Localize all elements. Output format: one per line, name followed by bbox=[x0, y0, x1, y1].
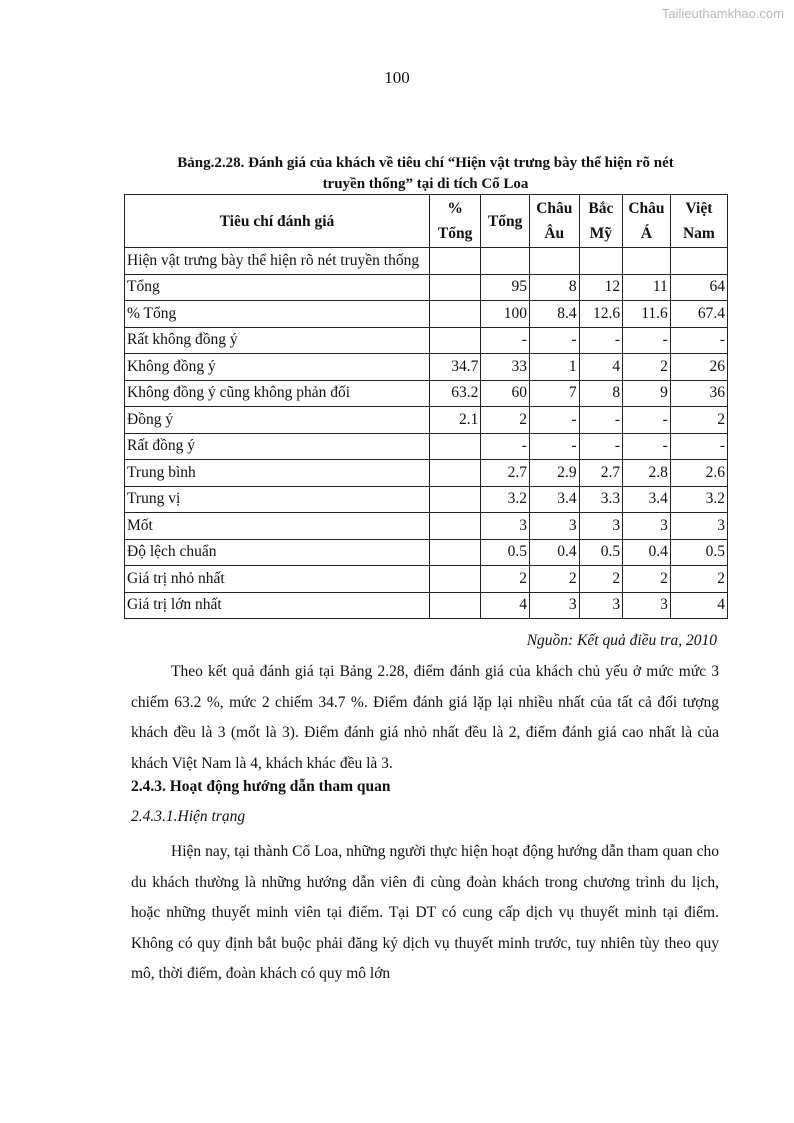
cell-viet-nam: 36 bbox=[670, 380, 727, 407]
cell-pct-total: 34.7 bbox=[429, 354, 480, 381]
cell-chau-a: 3.4 bbox=[623, 486, 671, 513]
cell-chau-a: 2 bbox=[623, 354, 671, 381]
cell-total: 0.5 bbox=[481, 539, 530, 566]
cell-chau-au bbox=[529, 248, 579, 275]
cell-total: 3 bbox=[481, 513, 530, 540]
cell-chau-au: - bbox=[529, 433, 579, 460]
evaluation-table bbox=[124, 194, 728, 619]
row-label: Rất đồng ý bbox=[125, 433, 430, 460]
cell-chau-a: 0.4 bbox=[623, 539, 671, 566]
table-row bbox=[125, 327, 728, 354]
cell-bac-my: - bbox=[579, 407, 623, 434]
cell-chau-au: 3 bbox=[529, 513, 579, 540]
row-label: Mốt bbox=[125, 513, 430, 540]
header-pct-total-line1: % bbox=[447, 200, 463, 217]
page-number: 100 bbox=[384, 68, 410, 87]
cell-pct-total bbox=[429, 301, 480, 328]
table-row bbox=[125, 407, 728, 434]
table-row bbox=[125, 460, 728, 487]
cell-total: 4 bbox=[481, 592, 530, 619]
header-pct-total-line2: Tổng bbox=[437, 225, 473, 242]
cell-chau-a: 2 bbox=[623, 566, 671, 593]
row-label: Giá trị nhỏ nhất bbox=[125, 566, 430, 593]
cell-total: 2 bbox=[481, 566, 530, 593]
analysis-paragraph: Theo kết quả đánh giá tại Bảng 2.28, điểm đánh giá của khách chủ yếu ở mức mức 3 chiếm 63.2 %, mức 2 chiếm 34.7 %. Điểm đánh giá lặp lại nhiều nhất của tất cả đối tượng khách đều là 3 (mốt là 3). Điểm đánh giá nhỏ nhất đều là 2, điểm đánh giá cao nhất là của khách Việt Nam là 4, khách khác đều là 3. bbox=[131, 663, 719, 772]
cell-bac-my bbox=[579, 248, 623, 275]
cell-viet-nam: 67.4 bbox=[670, 301, 727, 328]
table-row bbox=[125, 248, 728, 275]
cell-viet-nam: - bbox=[670, 327, 727, 354]
header-viet-nam-line1: Việt bbox=[685, 200, 713, 217]
header-bac-my-line2: Mỹ bbox=[589, 225, 613, 242]
table-caption bbox=[124, 153, 727, 195]
cell-chau-a: 9 bbox=[623, 380, 671, 407]
header-bac-my-line1: Bắc bbox=[588, 200, 614, 217]
cell-viet-nam: 26 bbox=[670, 354, 727, 381]
cell-chau-au: 2 bbox=[529, 566, 579, 593]
cell-total: - bbox=[481, 433, 530, 460]
subsection-heading: 2.4.3.1.Hiện trạng bbox=[131, 808, 246, 825]
table-row bbox=[125, 301, 728, 328]
row-label: Giá trị lớn nhất bbox=[125, 592, 430, 619]
cell-chau-au: 0.4 bbox=[529, 539, 579, 566]
cell-chau-au: 8 bbox=[529, 274, 579, 301]
header-chau-au-line2: Âu bbox=[544, 225, 565, 242]
cell-total: 33 bbox=[481, 354, 530, 381]
cell-bac-my: 8 bbox=[579, 380, 623, 407]
header-chau-a bbox=[623, 195, 671, 248]
cell-chau-a bbox=[623, 248, 671, 275]
body-paragraph: Hiện nay, tại thành Cổ Loa, những người thực hiện hoạt động hướng dẫn tham quan cho du khách thường là những hướng dẫn viên đi cùng đoàn khách trong chương trình du lịch, hoặc những thuyết minh viên tại điểm. Tại DT có cung cấp dịch vụ thuyết minh tại điểm. Không có quy định bắt buộc phải đăng ký dịch vụ thuyết minh trước, tuy nhiên tùy theo quy mô, thời điểm, đoàn khách có quy mô lớn bbox=[131, 843, 719, 982]
cell-viet-nam: 64 bbox=[670, 274, 727, 301]
header-viet-nam bbox=[670, 195, 727, 248]
cell-total: 2.7 bbox=[481, 460, 530, 487]
cell-chau-a: 3 bbox=[623, 592, 671, 619]
cell-bac-my: 12.6 bbox=[579, 301, 623, 328]
cell-chau-a: 2.8 bbox=[623, 460, 671, 487]
cell-pct-total bbox=[429, 274, 480, 301]
table-header bbox=[125, 195, 728, 248]
table-row bbox=[125, 486, 728, 513]
cell-pct-total bbox=[429, 486, 480, 513]
cell-viet-nam: 2 bbox=[670, 566, 727, 593]
cell-chau-au: 8.4 bbox=[529, 301, 579, 328]
cell-pct-total bbox=[429, 592, 480, 619]
cell-viet-nam: 2.6 bbox=[670, 460, 727, 487]
table-row bbox=[125, 274, 728, 301]
row-label: Đồng ý bbox=[125, 407, 430, 434]
table-row bbox=[125, 592, 728, 619]
table-caption-line1: Bảng.2.28. Đánh giá của khách về tiêu chí “Hiện vật trưng bày thể hiện rõ nét bbox=[177, 155, 674, 171]
header-bac-my bbox=[579, 195, 623, 248]
cell-total: 95 bbox=[481, 274, 530, 301]
table-row bbox=[125, 513, 728, 540]
cell-total bbox=[481, 248, 530, 275]
cell-pct-total bbox=[429, 460, 480, 487]
cell-total: 100 bbox=[481, 301, 530, 328]
cell-bac-my: - bbox=[579, 433, 623, 460]
table-caption-line2: truyền thống” tại di tích Cổ Loa bbox=[322, 176, 529, 192]
cell-bac-my: 2.7 bbox=[579, 460, 623, 487]
header-chau-au bbox=[529, 195, 579, 248]
cell-bac-my: 3 bbox=[579, 513, 623, 540]
cell-total: 60 bbox=[481, 380, 530, 407]
cell-viet-nam: 4 bbox=[670, 592, 727, 619]
cell-chau-au: - bbox=[529, 407, 579, 434]
table-row bbox=[125, 354, 728, 381]
cell-chau-au: 7 bbox=[529, 380, 579, 407]
cell-chau-au: 3.4 bbox=[529, 486, 579, 513]
cell-viet-nam: 3.2 bbox=[670, 486, 727, 513]
cell-viet-nam: 0.5 bbox=[670, 539, 727, 566]
cell-chau-a: - bbox=[623, 433, 671, 460]
cell-bac-my: 12 bbox=[579, 274, 623, 301]
cell-total: 2 bbox=[481, 407, 530, 434]
row-label: % Tổng bbox=[125, 301, 430, 328]
cell-chau-a: - bbox=[623, 327, 671, 354]
row-label: Độ lệch chuẩn bbox=[125, 539, 430, 566]
header-chau-a-line1: Châu bbox=[628, 200, 665, 217]
table-row bbox=[125, 433, 728, 460]
cell-total: - bbox=[481, 327, 530, 354]
cell-chau-a: 3 bbox=[623, 513, 671, 540]
cell-pct-total bbox=[429, 513, 480, 540]
watermark: Tailieuthamkhao.com bbox=[661, 6, 784, 21]
header-criterion: Tiêu chí đánh giá bbox=[125, 195, 430, 248]
row-label: Hiện vật trưng bày thể hiện rõ nét truyền thống bbox=[125, 248, 430, 275]
cell-pct-total: 63.2 bbox=[429, 380, 480, 407]
cell-chau-au: 1 bbox=[529, 354, 579, 381]
row-label: Tổng bbox=[125, 274, 430, 301]
section-heading: 2.4.3. Hoạt động hướng dẫn tham quan bbox=[131, 778, 391, 795]
row-label: Không đồng ý cũng không phản đối bbox=[125, 380, 430, 407]
cell-bac-my: 3.3 bbox=[579, 486, 623, 513]
cell-pct-total bbox=[429, 566, 480, 593]
cell-pct-total: 2.1 bbox=[429, 407, 480, 434]
header-chau-au-line1: Châu bbox=[536, 200, 573, 217]
cell-total: 3.2 bbox=[481, 486, 530, 513]
cell-viet-nam: - bbox=[670, 433, 727, 460]
cell-bac-my: 2 bbox=[579, 566, 623, 593]
cell-viet-nam bbox=[670, 248, 727, 275]
cell-bac-my: 3 bbox=[579, 592, 623, 619]
row-label: Không đồng ý bbox=[125, 354, 430, 381]
table-row bbox=[125, 380, 728, 407]
cell-chau-a: 11 bbox=[623, 274, 671, 301]
cell-chau-au: 2.9 bbox=[529, 460, 579, 487]
cell-viet-nam: 2 bbox=[670, 407, 727, 434]
header-chau-a-line2: Á bbox=[640, 225, 653, 242]
cell-bac-my: 0.5 bbox=[579, 539, 623, 566]
row-label: Rất không đồng ý bbox=[125, 327, 430, 354]
header-pct-total bbox=[429, 195, 480, 248]
source-note: Nguồn: Kết quả điều tra, 2010 bbox=[526, 632, 717, 649]
row-label: Trung bình bbox=[125, 460, 430, 487]
cell-chau-a: 11.6 bbox=[623, 301, 671, 328]
cell-viet-nam: 3 bbox=[670, 513, 727, 540]
cell-chau-a: - bbox=[623, 407, 671, 434]
table-row bbox=[125, 539, 728, 566]
cell-bac-my: - bbox=[579, 327, 623, 354]
header-total: Tổng bbox=[481, 195, 530, 248]
cell-pct-total bbox=[429, 327, 480, 354]
row-label: Trung vị bbox=[125, 486, 430, 513]
cell-bac-my: 4 bbox=[579, 354, 623, 381]
table-body bbox=[125, 248, 728, 619]
cell-pct-total bbox=[429, 539, 480, 566]
header-viet-nam-line2: Nam bbox=[682, 225, 715, 242]
cell-chau-au: 3 bbox=[529, 592, 579, 619]
table-row bbox=[125, 566, 728, 593]
cell-chau-au: - bbox=[529, 327, 579, 354]
cell-pct-total bbox=[429, 433, 480, 460]
header-row bbox=[125, 195, 728, 248]
cell-pct-total bbox=[429, 248, 480, 275]
